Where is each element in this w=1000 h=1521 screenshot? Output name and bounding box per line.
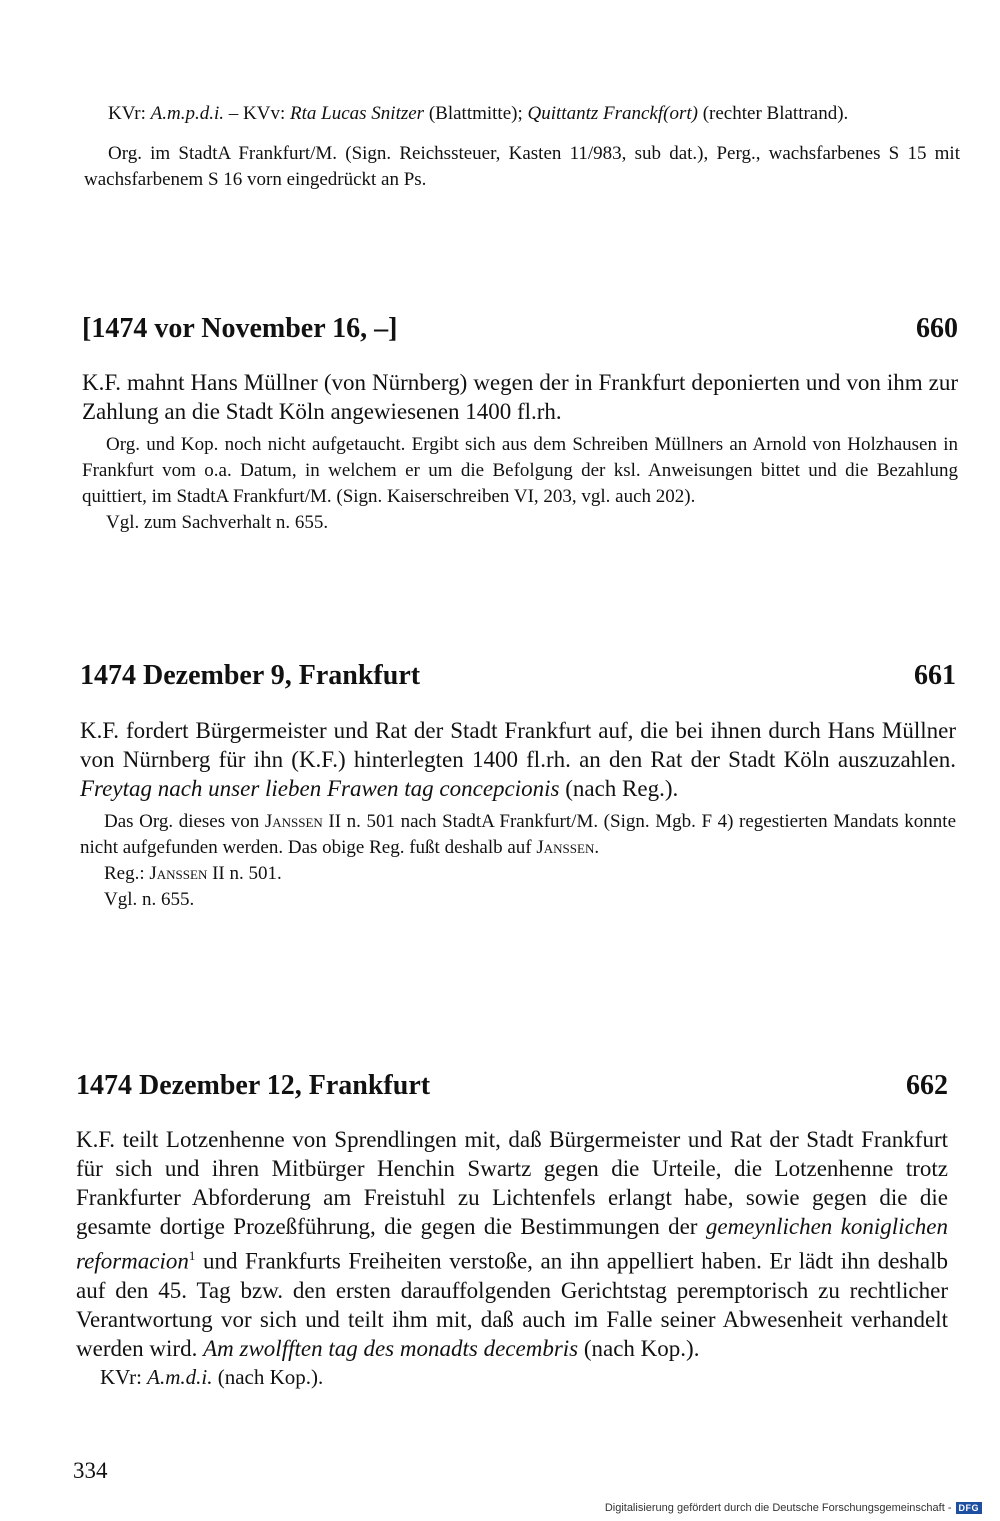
page-number: 334 <box>73 1458 108 1483</box>
entry-number: 661 <box>914 660 956 691</box>
entry-note: Vgl. n. 655. <box>104 889 195 910</box>
entry-body-662 <box>76 1125 948 1392</box>
entry-body-661 <box>80 716 956 913</box>
footer-text: Digitalisierung gefördert durch die Deutsche Forschungsgemeinschaft - <box>604 1502 952 1514</box>
entry-regest: K.F. fordert Bürgermeister und Rat der Stadt Frankfurt auf, die bei ihnen durch Hans Müllner von Nürnberg für ihn (K.F.) hinterlegten 1400 fl.rh. an den Rat der Stadt Köln auszuzahlen. Freytag nach unser lieben Frawen tag concepcionis (nach Reg.). <box>80 718 956 801</box>
org-line: Org. im StadtA Frankfurt/M. (Sign. Reichssteuer, Kasten 11/983, sub dat.), Perg., wachsfarbenes S 15 mit wachsfarbenem S 16 vorn eingedrückt an Ps. <box>84 143 960 190</box>
entry-reg: Reg.: Janssen II n. 501. <box>104 863 282 884</box>
entry-heading-662 <box>76 1069 948 1103</box>
entry-date: 1474 Dezember 12, Frankfurt <box>76 1070 431 1101</box>
footer-credit <box>605 1502 982 1514</box>
entry-number: 662 <box>906 1070 948 1101</box>
entry-regest: K.F. teilt Lotzenhenne von Sprendlingen mit, daß Bürgermeister und Rat der Stadt Frankfurt für sich und ihren Mitbürger Henchin Swartz gegen die Urteile, die Lotzenhenne trotz Frankfurter Abforderung am Freistuhl zu Lichtenfels erlangt habe, sowie gegen die die gesamte dortige Prozeßführung, die gegen die Bestimmungen der gemeynlichen koniglichen reformacion$^1$ und Frankfurts Freiheiten verstoße, an ihn appelliert haben. Er lädt ihn deshalb auf den 45. Tag bzw. den ersten darauffolgenden Gerichtstag peremptorisch zu rechtlicher Verantwortung vor sich und teilt ihm mit, daß auch im Falle seiner Abwesenheit verhandelt werden wird. Am zwolfften tag des monadts decembris (nach Kop.). <box>76 1127 948 1361</box>
entry-heading-661 <box>80 659 956 693</box>
entry-heading-660 <box>82 312 958 346</box>
dfg-logo: DFG <box>956 1502 983 1514</box>
entry-note: Das Org. dieses von Janssen II n. 501 nach StadtA Frankfurt/M. (Sign. Mgb. F 4) regestierten Mandats konnte nicht aufgefunden werden. Das obige Reg. fußt deshalb auf Janssen. <box>80 811 956 858</box>
entry-regest: K.F. mahnt Hans Müllner (von Nürnberg) wegen der in Frankfurt deponierten und von ihm zur Zahlung an die Stadt Köln angewiesenen 1400 fl.rh. <box>82 370 958 424</box>
kvr-line: KVr: A.m.p.d.i. – KVv: Rta Lucas Snitzer (Blattmitte); Quittantz Franckf(ort) (rechter Blattrand). <box>108 103 849 124</box>
entry-kvr: KVr: A.m.d.i. (nach Kop.). <box>100 1364 324 1389</box>
entry-date: 1474 Dezember 9, Frankfurt <box>80 660 421 691</box>
entry-note: Org. und Kop. noch nicht aufgetaucht. Ergibt sich aus dem Schreiben Müllners an Arnold von Holzhausen in Frankfurt vom o.a. Datum, in welchem er um die Befolgung der ksl. Anweisungen bittet und die Bezahlung quittiert, im StadtA Frankfurt/M. (Sign. Kaiserschreiben VI, 203, vgl. auch 202). <box>82 434 958 507</box>
kvr-value: A.m.p.d.i. <box>150 103 225 124</box>
entry-body-660 <box>82 368 958 536</box>
entry-date: [1474 vor November 16, –] <box>82 313 398 344</box>
entry-number: 660 <box>916 313 958 344</box>
top-notes <box>84 101 960 193</box>
entry-note: Vgl. zum Sachverhalt n. 655. <box>106 512 329 533</box>
